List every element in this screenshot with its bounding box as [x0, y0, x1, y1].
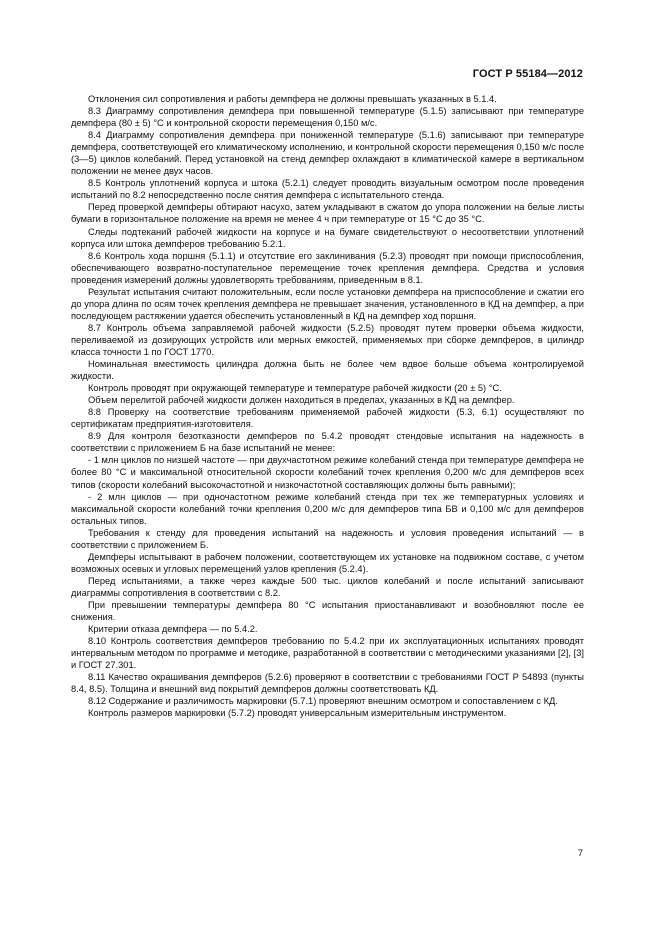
- paragraph: Критерии отказа демпфера — по 5.4.2.: [88, 624, 258, 635]
- paragraph: 8.3 Диаграмму сопротивления демпфера при повышенной температуре (5.1.5) записывают при температуре демпфера (80 ± 5) °С и контрольной скорости перемещения 0,150 м/с.: [71, 106, 584, 129]
- paragraph: Объем перелитой рабочей жидкости должен находиться в пределах, указанных в КД на демпфер.: [88, 395, 515, 406]
- paragraph: 8.8 Проверку на соответствие требованиям применяемой рабочей жидкости (5.3, 6.1) осуществляют по сертификатам предприятия-изготовителя.: [71, 407, 584, 430]
- paragraph: Контроль размеров маркировки (5.7.2) проводят универсальным измерительным инструментом.: [88, 708, 507, 719]
- paragraph: 8.11 Качество окрашивания демпферов (5.2.6) проверяют в соответствии с требованиями ГОСТ Р 54893 (пункты 8.4, 8.5). Толщина и внешний вид покрытий демпферов должны соответствовать КД.: [71, 672, 584, 695]
- paragraph: Перед испытаниями, а также через каждые 500 тыс. циклов колебаний и после испытаний записывают диаграммы сопротивления в соответствии с 8.2.: [71, 575, 584, 598]
- paragraph: Контроль проводят при окружающей температуре и температуре рабочей жидкости (20 ± 5) °С.: [88, 383, 502, 394]
- paragraph: Номинальная вместимость цилиндра должна быть не более чем вдвое больше объема контролируемой жидкости.: [71, 359, 584, 382]
- standard-code-header: ГОСТ Р 55184—2012: [472, 68, 583, 80]
- list-item: - 1 млн циклов по низшей частоте — при двухчастотном режиме колебаний стенда при температуре демпфера не более 80 °С и максимальной относительной скорости колебаний точек крепления 0,200 м/с для демпферов всех типов (скорости колебаний высокочастотной и низкочастотной составляющих должны быть равными);: [71, 455, 584, 490]
- paragraph: 8.5 Контроль уплотнений корпуса и штока (5.2.1) следует проводить визуальным осмотром после проведения испытаний по 8.2 непосредственно после снятия демпфера с испытательного стенда.: [71, 178, 584, 201]
- paragraph: Отклонения сил сопротивления и работы демпфера не должны превышать указанных в 5.1.4.: [88, 94, 497, 104]
- paragraph: Демпферы испытывают в рабочем положении, соответствующем их установке на подвижном составе, с учетом возможных осевых и угловых перемещений узлов крепления (5.2.4).: [71, 551, 584, 574]
- page-number: 7: [577, 848, 583, 859]
- paragraph: Требования к стенду для проведения испытаний на надежность и условия проведения испытаний — в соответствии с приложением Б.: [71, 527, 584, 550]
- paragraph: 8.10 Контроль соответствия демпферов требованию по 5.4.2 при их эксплуатационных испытаниях проводят интервальным методом по программе и методике, разработанной в соответствии с методическими указаниями [2], [3] и ГОСТ 27.301.: [71, 636, 584, 671]
- document-body: [71, 93, 584, 719]
- paragraph: Следы подтеканий рабочей жидкости на корпусе и на бумаге свидетельствуют о несоответствии уплотнений корпуса или штока демпферов требованию 5.2.1.: [71, 226, 584, 249]
- paragraph: 8.6 Контроль хода поршня (5.1.1) и отсутствие его заклинивания (5.2.3) проводят при помощи приспособления, обеспечивающего возвратно-поступательное перемещение точек крепления демпфера. Средства и условия проведения измерений должны удовлетворять требованиям, приведенным в 8.1.: [71, 250, 584, 285]
- paragraph: 8.9 Для контроля безотказности демпферов по 5.4.2 проводят стендовые испытания на надежность в соответствии с приложением Б на базе испытаний не менее:: [71, 431, 584, 454]
- paragraph: 8.7 Контроль объема заправляемой рабочей жидкости (5.2.5) проводят путем проверки объема жидкости, переливаемой из дозирующих устройств или мерных емкостей, применяемых при сборке демпферов, в цилиндр класса точности 1 по ГОСТ 1770.: [71, 322, 584, 357]
- paragraph: 8.12 Содержание и различимость маркировки (5.7.1) проверяют внешним осмотром и сопоставлением с КД.: [88, 696, 558, 707]
- paragraph: При превышении температуры демпфера 80 °С испытания приостанавливают и возобновляют после ее снижения.: [71, 599, 584, 623]
- paragraph: 8.4 Диаграмму сопротивления демпфера при пониженной температуре (5.1.6) записывают при температуре демпфера, соответствующей его климатическому исполнению, и контрольной скорости перемещения 0,150 м/с после (3—5) циклов колебаний. Перед установкой на стенд демпфер охлаждают в климатической камере в вертикальном положении не менее двух часов.: [71, 130, 584, 177]
- paragraph: Результат испытания считают положительным, если после установки демпфера на приспособление и сжатии его до упора длина по осям точек крепления демпфера не превышает значения, установленного в КД на демпфер, а при последующем растяжении удается обеспечить установленный в КД на демпфер ход поршня.: [71, 286, 584, 321]
- paragraph: Перед проверкой демпферы обтирают насухо, затем укладывают в сжатом до упора положении на белые листы бумаги в горизонтальное положение на время не менее 4 ч при температуре от 15 °С до 35 °С.: [71, 202, 584, 225]
- list-item: - 2 млн циклов — при одночастотном режиме колебаний стенда при тех же температурных условиях и максимальной скорости колебаний точки крепления 0,200 м/с для демпферов типа БВ и 0,100 м/с для демпферов остальных типов.: [71, 491, 584, 526]
